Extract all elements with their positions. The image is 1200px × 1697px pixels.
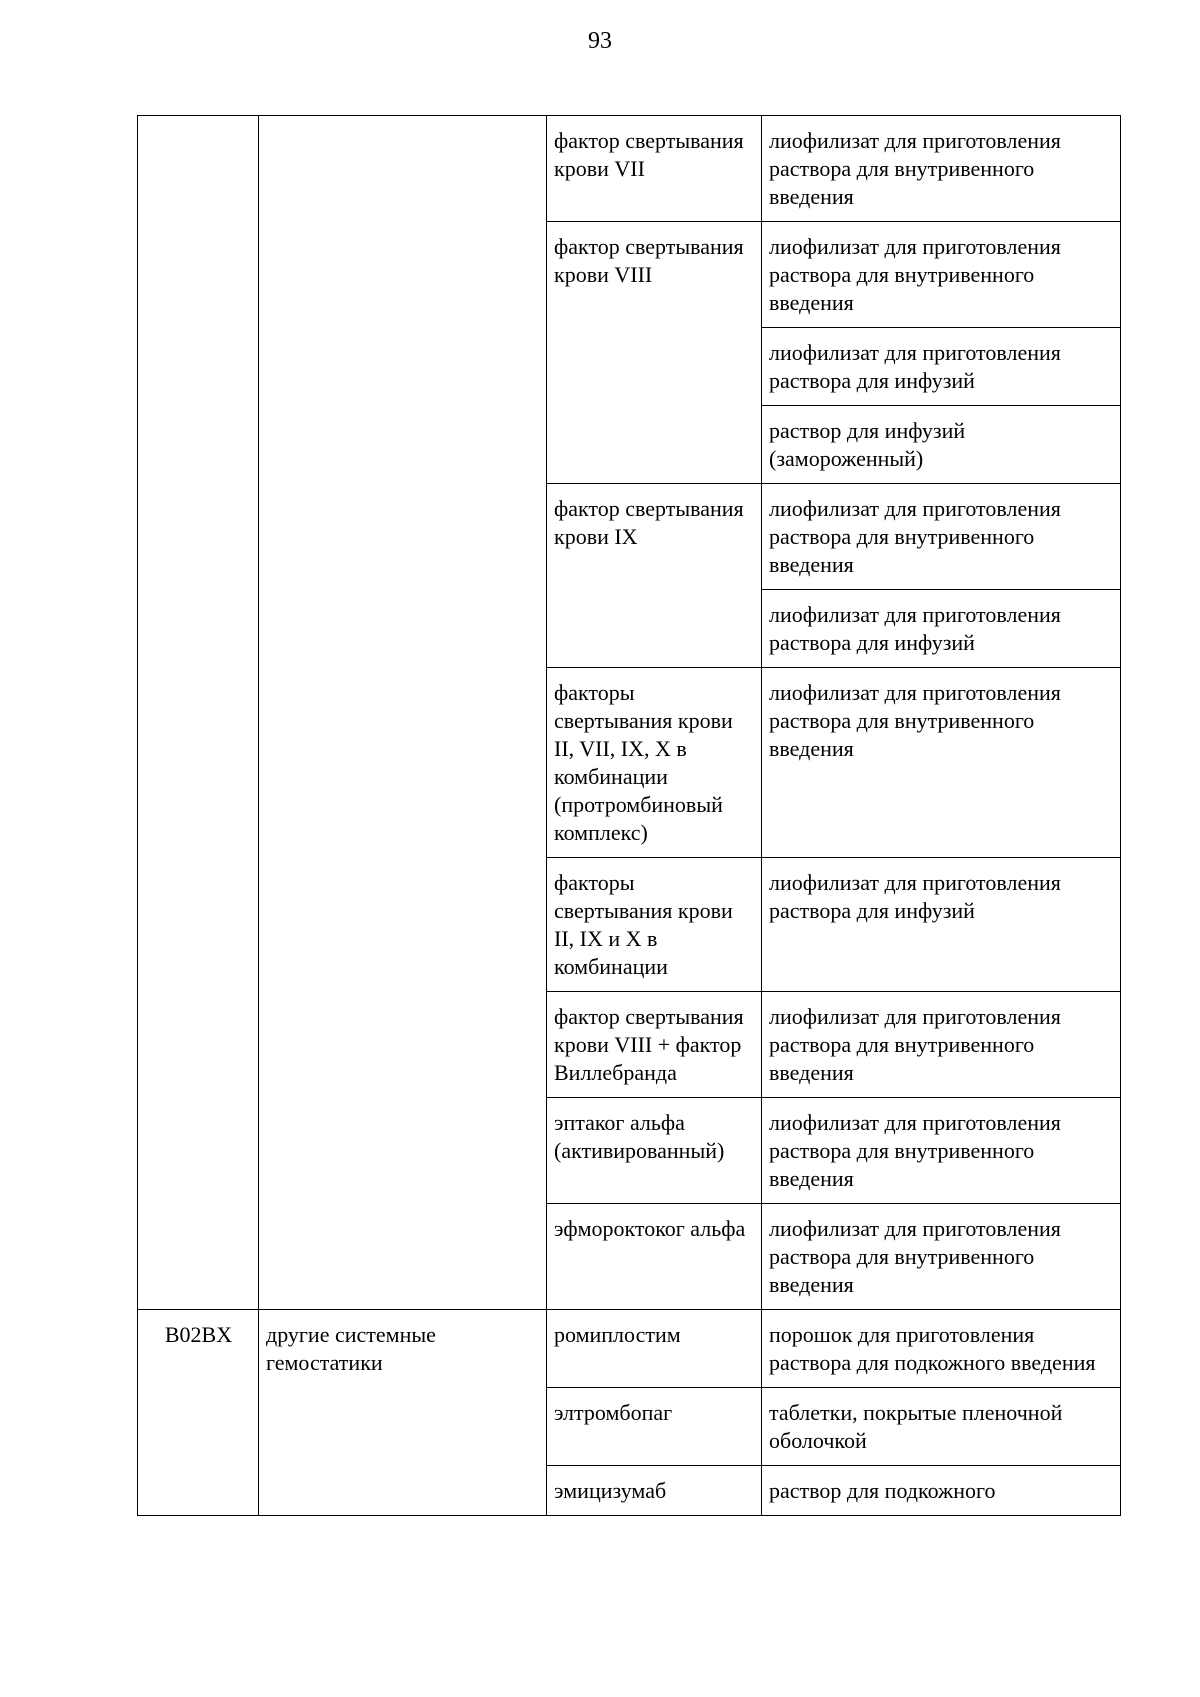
drug-name-cell: фактор свертывания крови VII: [547, 116, 762, 222]
drug-name-cell: фактор свертывания крови VIII + фактор Виллебранда: [547, 992, 762, 1098]
atc-group-cell: [259, 1310, 547, 1516]
atc-group-cell: [259, 116, 547, 1310]
drug-name-cell: фактор свертывания крови VIII: [547, 222, 762, 484]
drug-name-cell: факторы свертывания крови II, IX и X в комбинации: [547, 858, 762, 992]
atc-group-name-line: другие системные: [266, 1322, 436, 1347]
atc-code-cell: B02BX: [138, 1310, 259, 1516]
dosage-form-cell: лиофилизат для приготовления раствора для внутривенного введения: [762, 1204, 1121, 1310]
dosage-form-cell: лиофилизат для приготовления раствора для инфузий: [762, 328, 1121, 406]
atc-group-name-line: гемостатики: [266, 1350, 383, 1375]
dosage-form-cell: лиофилизат для приготовления раствора для внутривенного введения: [762, 668, 1121, 858]
drug-name-cell: фактор свертывания крови IX: [547, 484, 762, 668]
dosage-form-cell: лиофилизат для приготовления раствора для инфузий: [762, 858, 1121, 992]
dosage-form-cell: лиофилизат для приготовления раствора для внутривенного введения: [762, 1098, 1121, 1204]
drug-table: [137, 115, 1121, 1516]
dosage-form-cell: лиофилизат для приготовления раствора для внутривенного введения: [762, 484, 1121, 590]
drug-name-cell: эфмороктоког альфа: [547, 1204, 762, 1310]
dosage-form-cell: лиофилизат для приготовления раствора для внутривенного введения: [762, 992, 1121, 1098]
drug-name-cell: элтромбопаг: [547, 1388, 762, 1466]
dosage-form-cell: лиофилизат для приготовления раствора для внутривенного введения: [762, 222, 1121, 328]
dosage-form-cell: лиофилизат для приготовления раствора для внутривенного введения: [762, 116, 1121, 222]
drug-name-cell: ромиплостим: [547, 1310, 762, 1388]
dosage-form-cell: раствор для подкожного: [762, 1466, 1121, 1516]
dosage-form-cell: таблетки, покрытые пленочной оболочкой: [762, 1388, 1121, 1466]
drug-name-cell: эптаког альфа (активированный): [547, 1098, 762, 1204]
drug-name-cell: эмицизумаб: [547, 1466, 762, 1516]
atc-code-cell: [138, 116, 259, 1310]
page-number: 93: [588, 28, 612, 54]
table-row: [138, 1310, 1121, 1388]
dosage-form-cell: лиофилизат для приготовления раствора для инфузий: [762, 590, 1121, 668]
drug-name-cell: факторы свертывания крови II, VII, IX, X в комбинации (протромбиновый комплекс): [547, 668, 762, 858]
dosage-form-cell: раствор для инфузий (замороженный): [762, 406, 1121, 484]
dosage-form-cell: порошок для приготовления раствора для подкожного введения: [762, 1310, 1121, 1388]
table-row: [138, 116, 1121, 222]
